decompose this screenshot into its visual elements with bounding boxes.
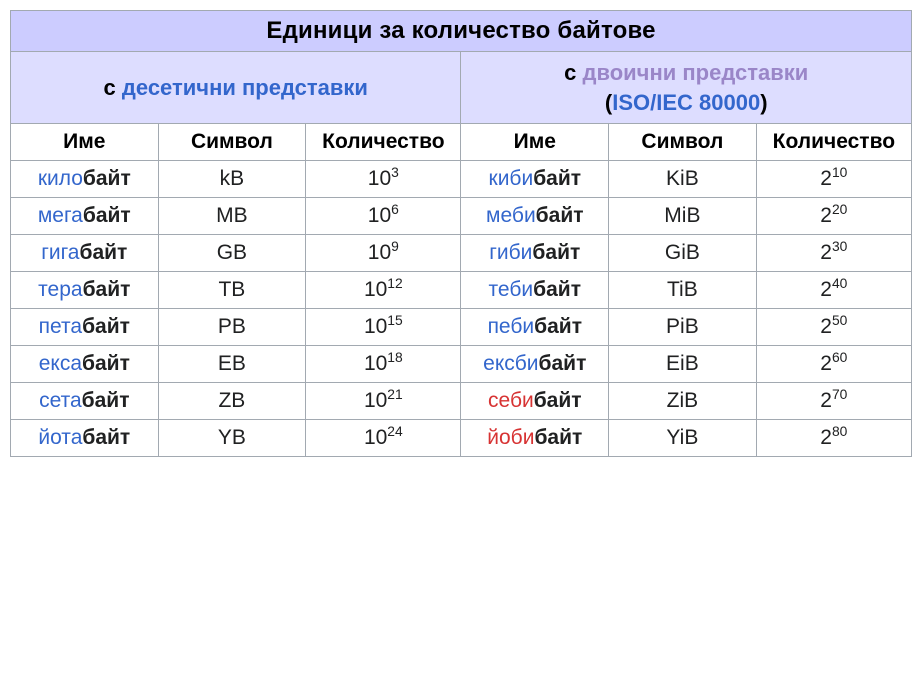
decimal-unit-quantity — [306, 235, 461, 272]
decimal-unit-name[interactable] — [11, 161, 159, 198]
decimal-unit-prefix: пета — [38, 315, 83, 339]
binary-unit-name[interactable] — [461, 198, 609, 235]
binary-unit-symbol: EiB — [609, 346, 757, 383]
decimal-unit-symbol: MB — [158, 198, 306, 235]
group-binary-standard: (ISO/IEC 80000) — [604, 89, 768, 115]
table-row — [11, 309, 912, 346]
decimal-unit-suffix: байт — [82, 315, 130, 339]
decimal-unit-name[interactable] — [11, 272, 159, 309]
binary-quantity-exponent: 80 — [831, 423, 848, 440]
binary-unit-quantity — [756, 198, 911, 235]
decimal-quantity-base: $10^3$ — [367, 164, 399, 191]
decimal-unit-suffix: байт — [82, 167, 131, 191]
decimal-unit-name[interactable] — [11, 383, 159, 420]
binary-unit-prefix: киби — [488, 167, 534, 191]
decimal-unit-suffix: байт — [79, 241, 128, 265]
group-binary-prefixes — [461, 52, 912, 124]
decimal-unit-name[interactable] — [11, 420, 159, 457]
binary-quantity-base: $2^{60}$ — [820, 349, 848, 376]
decimal-unit-quantity — [306, 383, 461, 420]
binary-unit-prefix: себи — [488, 389, 534, 413]
binary-unit-symbol: KiB — [609, 161, 757, 198]
decimal-quantity-base: $10^{24}$ — [363, 423, 403, 450]
decimal-unit-prefix: тера — [38, 278, 83, 302]
group-binary-link[interactable]: двоични представки — [582, 60, 809, 85]
decimal-unit-prefix: сета — [39, 389, 82, 413]
decimal-quantity-base: $10^6$ — [367, 201, 399, 228]
binary-unit-name[interactable] — [461, 420, 609, 457]
binary-unit-quantity — [756, 420, 911, 457]
binary-unit-quantity — [756, 383, 911, 420]
binary-quantity-exponent: 40 — [831, 275, 848, 292]
binary-unit-suffix: байт — [533, 278, 581, 302]
binary-unit-prefix: теби — [488, 278, 534, 302]
group-decimal-link[interactable]: десетични представки — [121, 74, 368, 100]
table-row — [11, 346, 912, 383]
binary-unit-prefix: пеби — [487, 315, 535, 339]
table-title: Единици за количество байтове — [11, 11, 912, 52]
table-row — [11, 272, 912, 309]
binary-unit-symbol: TiB — [609, 272, 757, 309]
decimal-unit-symbol: ZB — [158, 383, 306, 420]
decimal-unit-prefix: кило — [37, 167, 83, 191]
binary-unit-symbol: ZiB — [609, 383, 757, 420]
decimal-unit-quantity — [306, 346, 461, 383]
binary-quantity-exponent: 20 — [831, 201, 848, 218]
table-title-row — [11, 11, 912, 52]
header-decimal-symbol: Символ — [158, 124, 306, 161]
decimal-quantity-exponent: 6 — [391, 201, 399, 218]
binary-quantity-exponent: 10 — [831, 164, 848, 181]
header-binary-symbol: Символ — [609, 124, 757, 161]
binary-unit-prefix: гиби — [489, 241, 533, 265]
decimal-quantity-exponent: 9 — [391, 238, 399, 255]
binary-unit-symbol: MiB — [609, 198, 757, 235]
table-row — [11, 161, 912, 198]
binary-unit-name[interactable] — [461, 309, 609, 346]
decimal-unit-suffix: байт — [82, 426, 131, 450]
binary-quantity-exponent: 70 — [831, 386, 848, 403]
decimal-unit-suffix: байт — [82, 352, 130, 376]
binary-unit-name[interactable] — [461, 383, 609, 420]
decimal-unit-prefix: гига — [41, 241, 80, 265]
binary-quantity-exponent: 50 — [831, 312, 848, 329]
decimal-unit-name[interactable] — [11, 309, 159, 346]
table-group-row — [11, 52, 912, 124]
binary-unit-name[interactable] — [461, 346, 609, 383]
binary-unit-suffix: байт — [538, 352, 587, 376]
binary-quantity-exponent: 30 — [831, 238, 848, 255]
decimal-unit-symbol: TB — [158, 272, 306, 309]
decimal-quantity-exponent: 18 — [387, 349, 403, 366]
binary-quantity-base: $2^{40}$ — [820, 275, 848, 302]
decimal-quantity-exponent: 15 — [387, 312, 403, 329]
decimal-unit-suffix: байт — [82, 278, 131, 302]
group-decimal-lead: с — [103, 74, 122, 100]
decimal-unit-symbol: kB — [158, 161, 306, 198]
decimal-quantity-base: $10^{15}$ — [363, 312, 403, 339]
group-binary-standard-link[interactable]: ISO/IEC 80000 — [612, 89, 761, 115]
binary-unit-quantity — [756, 309, 911, 346]
header-binary-quantity: Количество — [756, 124, 911, 161]
binary-unit-prefix: меби — [486, 204, 536, 228]
decimal-unit-symbol: YB — [158, 420, 306, 457]
decimal-unit-quantity — [306, 161, 461, 198]
decimal-unit-name[interactable] — [11, 346, 159, 383]
binary-unit-name[interactable] — [461, 272, 609, 309]
binary-quantity-base: $2^{70}$ — [820, 386, 848, 413]
decimal-quantity-exponent: 12 — [387, 275, 403, 292]
binary-unit-prefix: ексби — [483, 352, 539, 376]
table-row — [11, 198, 912, 235]
table-row — [11, 235, 912, 272]
binary-quantity-base: $2^{20}$ — [820, 201, 848, 228]
decimal-unit-name[interactable] — [11, 235, 159, 272]
decimal-quantity-base: $10^9$ — [367, 238, 399, 265]
binary-unit-symbol: GiB — [609, 235, 757, 272]
decimal-unit-quantity — [306, 272, 461, 309]
decimal-unit-symbol: PB — [158, 309, 306, 346]
table-row — [11, 420, 912, 457]
decimal-unit-prefix: йота — [38, 426, 83, 450]
decimal-quantity-exponent: 24 — [387, 423, 403, 440]
binary-quantity-base: $2^{80}$ — [820, 423, 848, 450]
binary-unit-suffix: байт — [532, 241, 581, 265]
binary-unit-quantity — [756, 346, 911, 383]
decimal-unit-prefix: мега — [37, 204, 83, 228]
decimal-unit-name[interactable] — [11, 198, 159, 235]
binary-unit-prefix: йоби — [487, 426, 535, 450]
decimal-quantity-base: $10^{12}$ — [363, 275, 403, 302]
binary-unit-quantity — [756, 161, 911, 198]
binary-unit-name[interactable] — [461, 161, 609, 198]
binary-unit-quantity — [756, 235, 911, 272]
group-decimal-prefixes — [11, 52, 461, 124]
byte-units-table — [10, 10, 912, 457]
binary-quantity-base: $2^{10}$ — [820, 164, 848, 191]
binary-unit-symbol: PiB — [609, 309, 757, 346]
table-body — [11, 161, 912, 457]
binary-quantity-base: $2^{50}$ — [820, 312, 848, 339]
binary-quantity-exponent: 60 — [831, 349, 848, 366]
decimal-quantity-base: $10^{21}$ — [363, 386, 403, 413]
header-decimal-name: Име — [11, 124, 159, 161]
binary-quantity-base: $2^{30}$ — [820, 238, 848, 265]
decimal-quantity-exponent: 3 — [391, 164, 399, 181]
decimal-unit-quantity — [306, 198, 461, 235]
binary-unit-suffix: байт — [533, 167, 582, 191]
binary-unit-quantity — [756, 272, 911, 309]
decimal-unit-quantity — [306, 420, 461, 457]
group-binary-lead: с — [564, 60, 583, 85]
binary-unit-symbol: YiB — [609, 420, 757, 457]
binary-unit-suffix: байт — [533, 389, 582, 413]
table-header-row — [11, 124, 912, 161]
binary-unit-name[interactable] — [461, 235, 609, 272]
decimal-quantity-exponent: 21 — [387, 386, 403, 403]
decimal-unit-suffix: байт — [81, 389, 130, 413]
header-binary-name: Име — [461, 124, 609, 161]
decimal-unit-suffix: байт — [82, 204, 131, 228]
decimal-unit-quantity — [306, 309, 461, 346]
binary-unit-suffix: байт — [534, 426, 583, 450]
table-row — [11, 383, 912, 420]
binary-unit-suffix: байт — [534, 315, 582, 339]
decimal-unit-symbol: EB — [158, 346, 306, 383]
decimal-unit-symbol: GB — [158, 235, 306, 272]
header-decimal-quantity: Количество — [306, 124, 461, 161]
binary-unit-suffix: байт — [535, 204, 584, 228]
decimal-quantity-base: $10^{18}$ — [363, 349, 403, 376]
decimal-unit-prefix: екса — [38, 352, 83, 376]
